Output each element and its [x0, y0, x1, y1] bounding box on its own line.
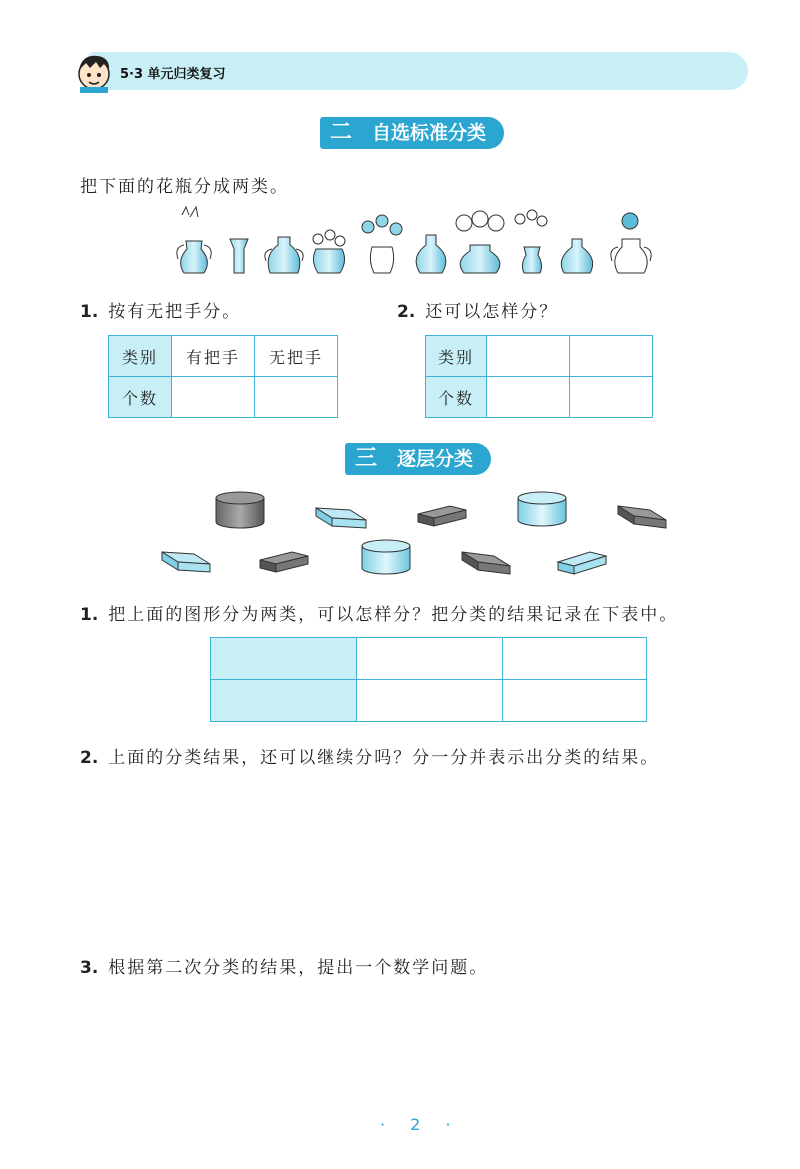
- table-cell: 个数: [109, 377, 172, 418]
- table-handles: [108, 335, 338, 418]
- gray-cuboid: [462, 552, 510, 574]
- mascot-icon: [74, 50, 118, 94]
- gray-cuboid: [418, 506, 466, 526]
- vases-illustration: [170, 205, 660, 280]
- question-text: 还可以怎样分？: [425, 302, 559, 322]
- table-classification: [210, 637, 647, 722]
- section-badge-3: 三: [345, 443, 387, 475]
- table-other: [425, 335, 653, 418]
- question-3-3: [80, 953, 488, 978]
- question-3-1: [80, 600, 678, 625]
- table-cell: 有把手: [172, 336, 255, 377]
- header-title: 5·3 单元归类复习: [120, 67, 226, 82]
- vase-9: [561, 239, 592, 273]
- question-number: 3.: [80, 958, 99, 978]
- answer-cell[interactable]: [211, 638, 357, 680]
- question-text: 上面的分类结果，还可以继续分吗？分一分并表示出分类的结果。: [108, 748, 660, 768]
- answer-cell[interactable]: [570, 377, 653, 418]
- blue-cuboid: [558, 552, 606, 574]
- vase-7: [456, 211, 504, 273]
- answer-cell[interactable]: [211, 680, 357, 722]
- vase-8: [515, 210, 547, 273]
- table-cell: 个数: [426, 377, 487, 418]
- table-cell: 类别: [426, 336, 487, 377]
- gray-cuboid: [618, 506, 666, 528]
- question-text: 按有无把手分。: [108, 302, 242, 322]
- question-2-1: [80, 297, 241, 322]
- section-title-3: 逐层分类: [381, 443, 491, 475]
- answer-cell[interactable]: [357, 638, 503, 680]
- table-cell: 类别: [109, 336, 172, 377]
- vase-1: [177, 207, 211, 273]
- vase-2: [230, 239, 248, 273]
- question-number: 1.: [80, 605, 99, 625]
- vase-10: [611, 213, 651, 273]
- answer-cell[interactable]: [357, 680, 503, 722]
- question-number: 2.: [397, 302, 416, 322]
- blue-cylinder: [362, 540, 410, 574]
- vase-4: [313, 230, 345, 273]
- question-3-2: [80, 743, 659, 768]
- answer-cell[interactable]: [487, 377, 570, 418]
- answer-cell[interactable]: [487, 336, 570, 377]
- question-number: 2.: [80, 748, 99, 768]
- vase-6: [416, 235, 446, 273]
- instruction-text: 把下面的花瓶分成两类。: [80, 177, 289, 197]
- shapes-illustration: [150, 490, 680, 580]
- section-badge-2: 二: [320, 117, 362, 149]
- answer-cell[interactable]: [255, 377, 338, 418]
- answer-cell[interactable]: [172, 377, 255, 418]
- section-title-2: 自选标准分类: [356, 117, 504, 149]
- vase-5: [362, 215, 402, 273]
- gray-cylinder: [216, 492, 264, 528]
- question-text: 根据第二次分类的结果，提出一个数学问题。: [108, 958, 489, 978]
- page-number: · 2 ·: [380, 1115, 461, 1134]
- question-2-2: [397, 297, 558, 322]
- blue-cylinder: [518, 492, 566, 526]
- question-text: 把上面的图形分为两类，可以怎样分？把分类的结果记录在下表中。: [108, 605, 679, 625]
- answer-cell[interactable]: [503, 680, 647, 722]
- table-cell: 无把手: [255, 336, 338, 377]
- question-number: 1.: [80, 302, 99, 322]
- blue-cuboid: [162, 552, 210, 572]
- blue-cuboid: [316, 508, 366, 528]
- gray-cuboid: [260, 552, 308, 572]
- answer-cell[interactable]: [503, 638, 647, 680]
- vase-3: [265, 237, 303, 273]
- answer-cell[interactable]: [570, 336, 653, 377]
